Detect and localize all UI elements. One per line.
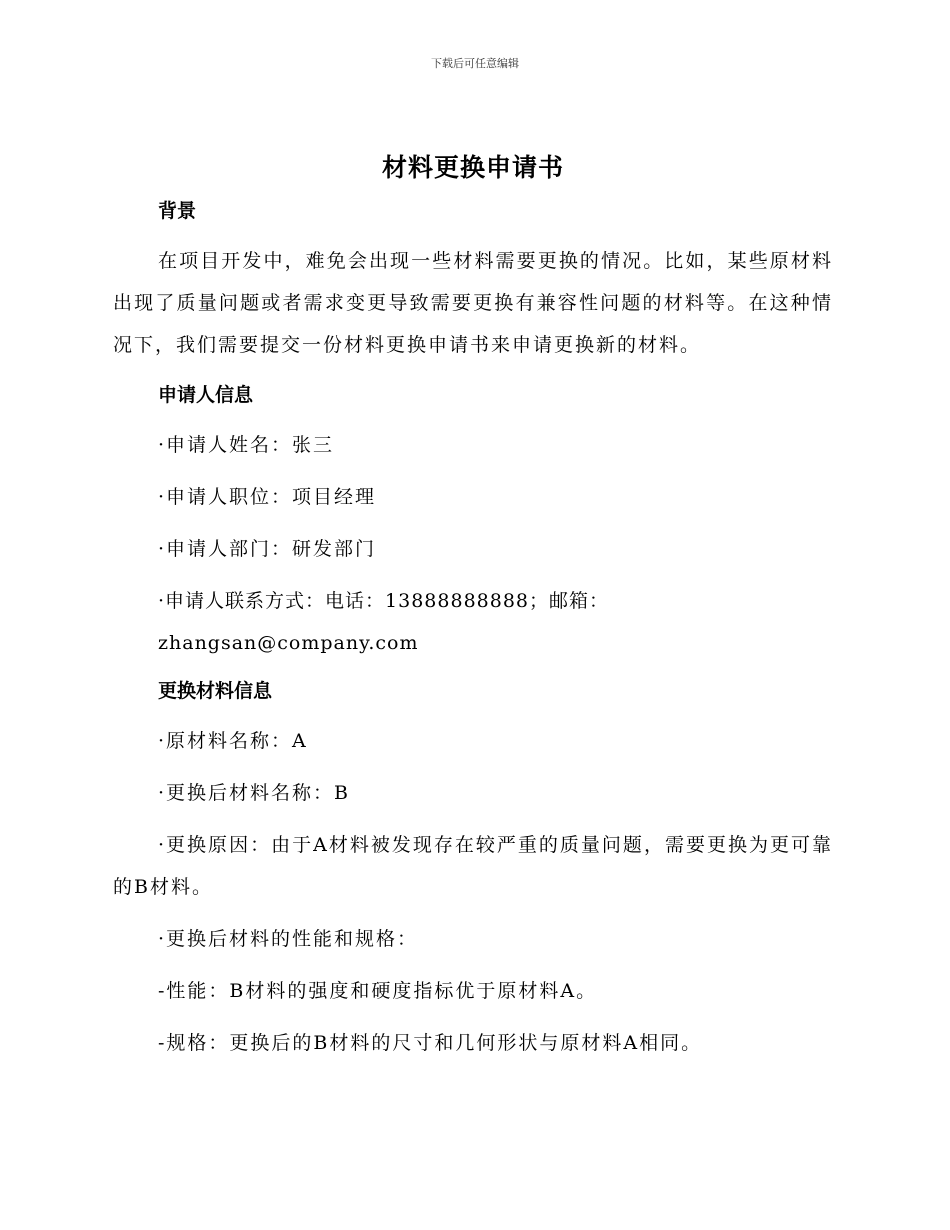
applicant-contact: ·申请人联系方式：电话：13888888888；邮箱：zhangsan@company.com — [158, 590, 610, 654]
section-heading-background: 背景 — [158, 200, 197, 222]
applicant-department: ·申请人部门：研发部门 — [158, 538, 377, 560]
section-heading-material: 更换材料信息 — [158, 680, 273, 702]
performance-item: -性能：B材料的强度和硬度指标优于原材料A。 — [158, 980, 598, 1002]
new-material-name: ·更换后材料名称：B — [158, 782, 351, 804]
new-material-specs-heading: ·更换后材料的性能和规格： — [158, 928, 419, 950]
applicant-name: ·申请人姓名：张三 — [158, 434, 335, 456]
specification-item: -规格：更换后的B材料的尺寸和几何形状与原材料A相同。 — [158, 1032, 703, 1054]
section-heading-applicant: 申请人信息 — [158, 384, 254, 406]
background-paragraph: 在项目开发中，难免会出现一些材料需要更换的情况。比如，某些原材料出现了质量问题或者需求变更导致需要更换有兼容性问题的材料等。在这种情况下，我们需要提交一份材料更换申请书来申请更换新的材料。 — [113, 250, 833, 356]
original-material-name: ·原材料名称：A — [158, 730, 308, 752]
document-body — [113, 150, 833, 1074]
replacement-reason: ·更换原因：由于A材料被发现存在较严重的质量问题，需要更换为更可靠的B材料。 — [113, 834, 833, 898]
document-title: 材料更换申请书 — [381, 153, 564, 182]
applicant-position: ·申请人职位：项目经理 — [158, 486, 377, 508]
page-header-note: 下载后可任意编辑 — [431, 57, 519, 70]
